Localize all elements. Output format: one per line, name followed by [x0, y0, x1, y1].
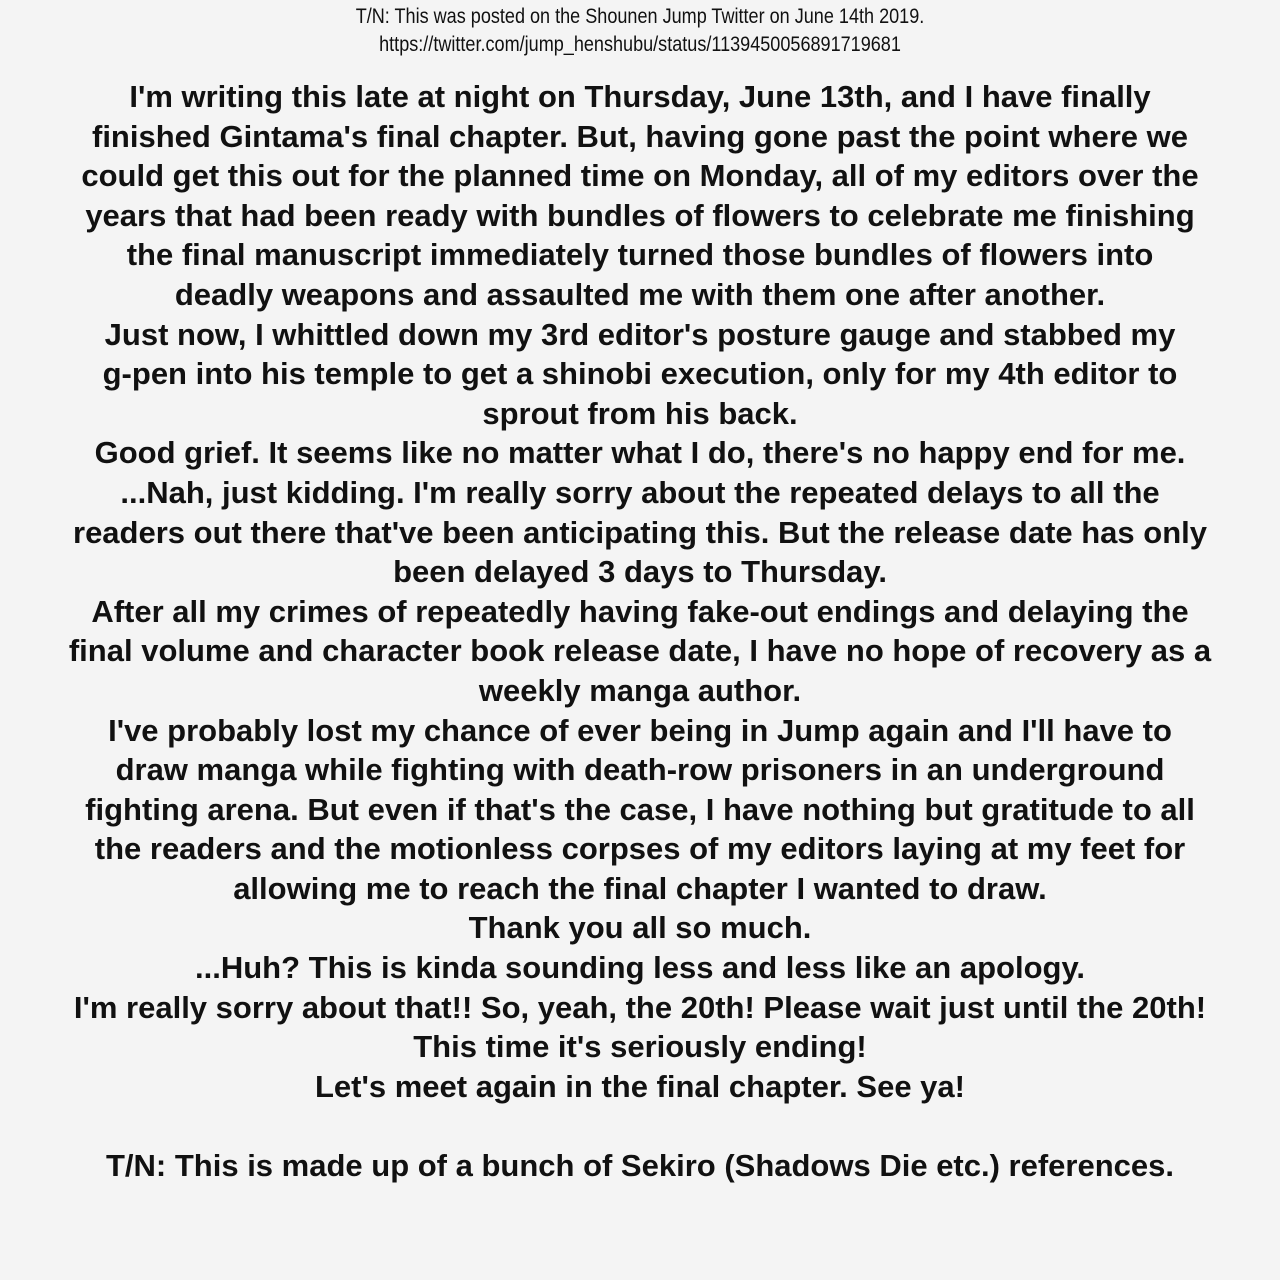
body-line: fighting arena. But even if that's the case, I have nothing but gratitude to all	[85, 791, 1195, 827]
body-line: been delayed 3 days to Thursday.	[393, 554, 887, 590]
header-note: T/N: This was posted on the Shounen Jump Twitter on June 14th 2019.	[355, 5, 925, 28]
body-line: After all my crimes of repeatedly having fake-out endings and delaying the	[91, 593, 1189, 629]
body-line: sprout from his back.	[482, 395, 798, 431]
header-url: https://twitter.com/jump_henshubu/status/1139450056891719681	[379, 33, 901, 56]
body-line: ...Nah, just kidding. I'm really sorry about the repeated delays to all the	[120, 474, 1160, 510]
message-body	[0, 77, 1280, 1186]
body-line: the readers and the motionless corpses of my editors laying at my feet for	[94, 831, 1186, 867]
translator-header	[90, 3, 1191, 59]
body-line: years that had been ready with bundles of flowers to celebrate me finishing	[85, 197, 1195, 233]
blank-line	[0, 1106, 1280, 1146]
body-line: Let's meet again in the final chapter. See ya!	[315, 1068, 965, 1104]
body-line: draw manga while fighting with death-row prisoners in an underground	[115, 752, 1165, 788]
body-line: readers out there that've been anticipating this. But the release date has only	[73, 514, 1207, 550]
body-line: allowing me to reach the final chapter I wanted to draw.	[233, 870, 1047, 906]
body-line: Thank you all so much.	[468, 910, 812, 946]
body-line: could get this out for the planned time on Monday, all of my editors over the	[81, 158, 1199, 194]
body-line: weekly manga author.	[478, 672, 802, 708]
body-line: I've probably lost my chance of ever being in Jump again and I'll have to	[108, 712, 1172, 748]
body-line: I'm really sorry about that!! So, yeah, the 20th! Please wait just until the 20th!	[73, 989, 1207, 1025]
translator-note: T/N: This is made up of a bunch of Sekiro (Shadows Die etc.) references.	[105, 1148, 1174, 1184]
body-line: g-pen into his temple to get a shinobi execution, only for my 4th editor to	[102, 356, 1178, 392]
body-line: I'm writing this late at night on Thursday, June 13th, and I have finally	[129, 79, 1151, 114]
body-line: finished Gintama's final chapter. But, having gone past the point where we	[92, 118, 1188, 154]
body-line: the final manuscript immediately turned those bundles of flowers into	[126, 237, 1154, 273]
body-line: Just now, I whittled down my 3rd editor's posture gauge and stabbed my	[104, 316, 1176, 352]
body-line: final volume and character book release date, I have no hope of recovery as a	[68, 633, 1212, 669]
body-line: ...Huh? This is kinda sounding less and less like an apology.	[195, 950, 1085, 986]
body-line: Good grief. It seems like no matter what I do, there's no happy end for me.	[94, 435, 1186, 471]
body-line: This time it's seriously ending!	[413, 1029, 867, 1065]
body-line: deadly weapons and assaulted me with them one after another.	[174, 276, 1106, 312]
